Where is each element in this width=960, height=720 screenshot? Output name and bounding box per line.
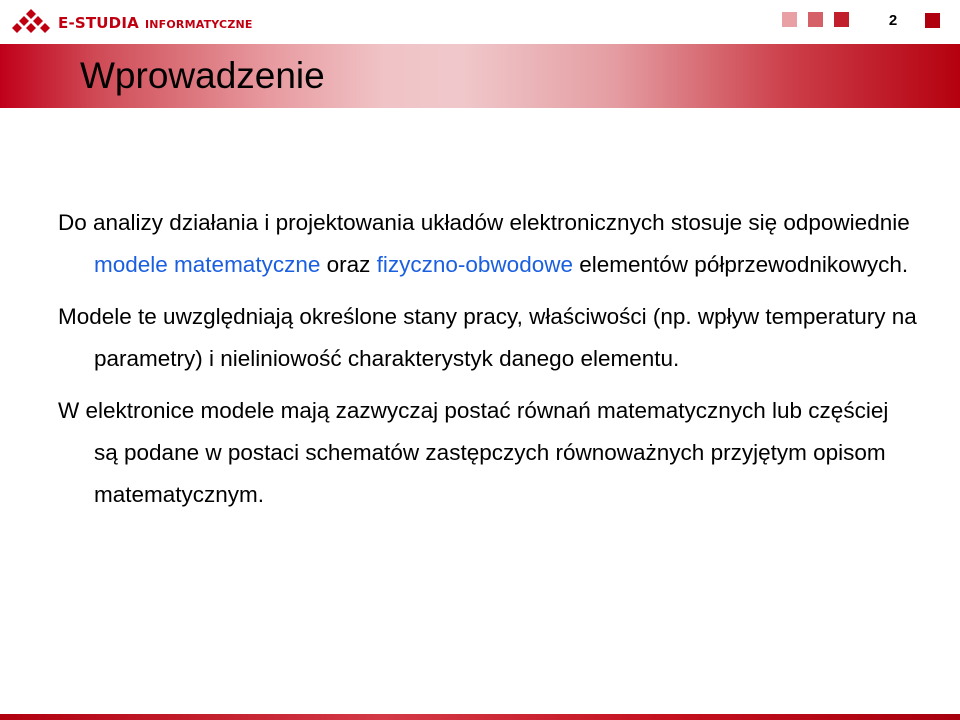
logo-main-text: E-STUDIA <box>58 14 139 32</box>
slide-title: Wprowadzenie <box>80 55 325 96</box>
highlight-modele-matematyczne: modele matematyczne <box>94 252 321 277</box>
logo-sub-text: INFORMATYCZNE <box>144 18 253 31</box>
logo-text <box>58 14 253 32</box>
nav-square-light <box>782 12 797 27</box>
bottom-bar <box>0 714 960 720</box>
diamond-cluster-icon <box>12 8 50 38</box>
nav-squares <box>782 12 849 27</box>
page-number: 2 <box>888 12 898 29</box>
paragraph-1-text-b: oraz <box>320 252 377 277</box>
paragraph-1-text-a: Do analizy działania i projektowania układów elektronicznych stosuje się odpowiednie <box>58 210 910 235</box>
nav-square-medium <box>808 12 823 27</box>
paragraph-2: Modele te uwzględniają określone stany pracy, właściwości (np. wpływ temperatury na parametry) i nieliniowość charakterystyk danego elementu. <box>58 304 917 371</box>
paragraph-3: W elektronice modele mają zazwyczaj postać równań matematycznych lub częściej są podane w postaci schematów zastępczych równoważnych przyjętym opisom matematycznym. <box>58 398 889 507</box>
slide-body <box>58 202 918 526</box>
page-square <box>925 13 940 28</box>
highlight-fizyczno-obwodowe: fizyczno-obwodowe <box>376 252 573 277</box>
paragraph-1-text-c: elementów półprzewodnikowych. <box>573 252 909 277</box>
nav-square-dark <box>834 12 849 27</box>
paragraph-1 <box>58 202 918 286</box>
brand-logo <box>12 8 253 38</box>
